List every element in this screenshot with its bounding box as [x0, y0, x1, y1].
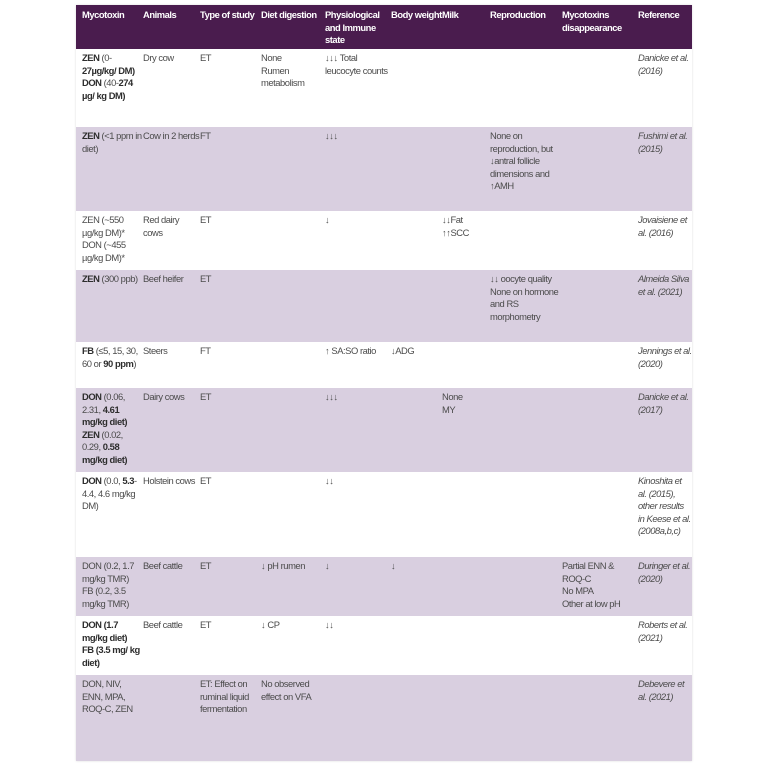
- cell-reproduction: [490, 342, 563, 345]
- cell-milk: [442, 342, 490, 345]
- mycotoxin-text-segment: (300 ppb): [99, 273, 138, 284]
- cell-reference: Debevere et al. (2021): [638, 678, 685, 702]
- header-reproduction: Reproduction: [490, 9, 546, 20]
- header-reference: Reference: [638, 9, 680, 20]
- cell-study-type: FT: [200, 130, 211, 141]
- cell-milk: [442, 557, 490, 560]
- cell-diet-digestion: ↓ pH rumen: [261, 560, 305, 571]
- mycotoxin-text-segment: (0.0,: [101, 475, 123, 486]
- cell-reference: Danicke et al. (2016): [638, 52, 689, 76]
- mycotoxin-text-segment: DON (1.7 mg/kg diet) FB (3.5 mg/ kg diet): [82, 619, 140, 668]
- cell-milk: [442, 675, 490, 678]
- cell-body-weight: [391, 49, 443, 52]
- cell-mycotoxin: [82, 211, 142, 264]
- cell-body-weight: [391, 472, 443, 475]
- header-mycotoxin: Mycotoxin: [82, 9, 125, 20]
- cell-body-weight: [391, 388, 443, 391]
- cell-milk: ↓↓Fat ↑↑SCC: [442, 214, 469, 238]
- table-header-row: [76, 5, 692, 49]
- cell-mycotoxin: [82, 49, 142, 102]
- cell-reference: Roberts et al. (2021): [638, 619, 688, 643]
- mycotoxin-text-segment: DON: [82, 475, 102, 486]
- cell-body-weight: [391, 270, 443, 273]
- cell-immune-state: ↑ SA:SO ratio: [325, 345, 376, 356]
- cell-mycotoxin: [82, 270, 142, 286]
- cell-diet-digestion: [261, 388, 324, 391]
- cell-reproduction: [490, 49, 563, 52]
- mycotoxin-text-segment: 4.61 mg/kg diet): [82, 403, 128, 428]
- header-disappearance: Mycotoxins disappearance: [562, 9, 622, 33]
- cell-mycotoxin: [82, 616, 142, 669]
- cell-mycotoxin: [82, 127, 142, 155]
- table-row: [76, 388, 692, 472]
- table-row: [76, 49, 692, 127]
- cell-study-type: ET: [200, 619, 212, 630]
- cell-animals: Steers: [143, 345, 168, 356]
- cell-body-weight: ↓ADG: [391, 345, 415, 356]
- cell-disappearance: [562, 388, 638, 391]
- cell-study-type: ET: [200, 560, 212, 571]
- cell-study-type: ET: [200, 52, 212, 63]
- table-row: [76, 342, 692, 388]
- cell-study-type: FT: [200, 345, 211, 356]
- cell-diet-digestion: [261, 342, 324, 345]
- cell-disappearance: [562, 472, 638, 475]
- table-row: [76, 211, 692, 270]
- cell-disappearance: [562, 49, 638, 52]
- cell-reproduction: [490, 616, 563, 619]
- cell-animals: [143, 675, 200, 678]
- table-frame: [76, 5, 692, 761]
- cell-reference: Jennings et al. (2020): [638, 345, 692, 369]
- cell-animals: Dairy cows: [143, 391, 185, 402]
- cell-immune-state: ↓: [325, 214, 330, 225]
- cell-study-type: ET: [200, 214, 212, 225]
- cell-milk: None MY: [442, 391, 463, 415]
- mycotoxin-text-segment: 0.58 mg/kg diet): [82, 441, 128, 465]
- cell-immune-state: ↓↓↓: [325, 391, 338, 402]
- mycotoxin-text-segment: ): [133, 357, 137, 369]
- table-row: [76, 472, 692, 557]
- mycotoxin-text-segment: (≤5, 15, 30, 60 or: [82, 345, 138, 369]
- cell-reproduction: None on reproduction, but ↓antral follicle dimensions and ↑AMH: [490, 130, 553, 192]
- cell-reproduction: ↓↓ oocyte quality None on hormone and RS morphometry: [490, 273, 559, 322]
- cell-reproduction: [490, 388, 563, 391]
- mycotoxin-text-segment: 274 µg/ kg DM): [82, 77, 133, 101]
- cell-reference: Fushimi et al. (2015): [638, 130, 688, 154]
- cell-immune-state: ↓↓: [325, 619, 334, 630]
- cell-reference: Jovaisiene et al. (2016): [638, 214, 687, 238]
- cell-mycotoxin: [82, 472, 142, 513]
- mycotoxin-text-segment: -4.4, 4.6 mg/kg DM): [82, 475, 137, 512]
- cell-reproduction: [490, 211, 563, 214]
- cell-mycotoxin: [82, 675, 142, 716]
- mycotoxin-text-segment: DON (0.2, 1.7 mg/kg TMR) FB (0.2, 3.5 mg/kg TMR): [82, 560, 134, 609]
- cell-reproduction: [490, 472, 563, 475]
- mycotoxin-text-segment: ZEN: [82, 52, 100, 63]
- cell-animals: Dry cow: [143, 52, 174, 63]
- cell-milk: [442, 616, 490, 619]
- cell-diet-digestion: No observed effect on VFA: [261, 678, 312, 702]
- mycotoxin-text-segment: ZEN (~550 µg/kg DM)* DON (~455 µg/kg DM)*: [82, 214, 126, 263]
- cell-reference: Duringer et al. (2020): [638, 560, 691, 584]
- cell-mycotoxin: [82, 342, 142, 370]
- cell-study-type: ET: [200, 475, 212, 486]
- cell-milk: [442, 270, 490, 273]
- cell-reproduction: [490, 557, 563, 560]
- cell-diet-digestion: [261, 127, 324, 130]
- mycotoxin-text-segment: (0-: [99, 52, 112, 63]
- cell-immune-state: [325, 675, 391, 678]
- cell-mycotoxin: [82, 388, 142, 467]
- cell-milk: [442, 49, 490, 52]
- cell-animals: Cow in 2 herds: [143, 130, 200, 141]
- header-immune-state: Physiological and Immune state: [325, 9, 380, 46]
- cell-animals: Holstein cows: [143, 475, 195, 486]
- mycotoxin-text-segment: DON, NIV, ENN, MPA, ROQ-C, ZEN: [82, 678, 133, 715]
- cell-study-type: ET: Effect on ruminal liquid fermentation: [200, 678, 249, 715]
- cell-mycotoxin: [82, 557, 142, 610]
- cell-diet-digestion: [261, 270, 324, 273]
- mycotoxin-text-segment: DON: [82, 77, 102, 89]
- header-milk: Milk: [442, 9, 459, 20]
- table-row: [76, 616, 692, 675]
- cell-milk: [442, 127, 490, 130]
- mycotoxin-text-segment: 5.3: [122, 475, 134, 486]
- cell-reference: Kinoshita et al. (2015), other results in Keese et al. (2008a,b,c): [638, 475, 691, 537]
- mycotoxin-text-segment: 27µg/kg/ DM): [82, 64, 135, 76]
- header-animals: Animals: [143, 9, 177, 20]
- cell-animals: Beef cattle: [143, 560, 183, 571]
- cell-reference: Almeida Silva et al. (2021): [638, 273, 689, 297]
- mycotoxin-text-segment: (<1 ppm in diet): [82, 130, 142, 154]
- mycotoxin-text-segment: ZEN: [82, 130, 100, 141]
- cell-animals: Beef heifer: [143, 273, 184, 284]
- cell-disappearance: Partial ENN & ROQ-C No MPA Other at low pH: [562, 560, 621, 609]
- mycotoxin-text-segment: DON: [82, 391, 102, 402]
- cell-body-weight: [391, 127, 443, 130]
- cell-disappearance: [562, 270, 638, 273]
- cell-immune-state: [325, 270, 391, 273]
- cell-immune-state: ↓↓: [325, 475, 334, 486]
- mycotoxin-text-segment: (0.02, 0.29,: [82, 428, 123, 453]
- cell-immune-state: ↓: [325, 560, 330, 571]
- table-row: [76, 557, 692, 616]
- cell-animals: Beef cattle: [143, 619, 183, 630]
- header-study-type: Type of study: [200, 9, 255, 20]
- cell-study-type: ET: [200, 273, 212, 284]
- header-body-weight: Body weight: [391, 9, 442, 20]
- cell-disappearance: [562, 675, 638, 678]
- mycotoxin-text-segment: ZEN: [82, 273, 100, 284]
- mycotoxin-text-segment: (40-: [101, 77, 119, 89]
- cell-body-weight: [391, 675, 443, 678]
- cell-study-type: ET: [200, 391, 212, 402]
- cell-diet-digestion: [261, 211, 324, 214]
- table-row: [76, 127, 692, 211]
- cell-disappearance: [562, 211, 638, 214]
- cell-milk: [442, 472, 490, 475]
- cell-reproduction: [490, 675, 563, 678]
- cell-diet-digestion: [261, 472, 324, 475]
- header-diet-digestion: Diet digestion: [261, 9, 317, 20]
- cell-disappearance: [562, 616, 638, 619]
- cell-disappearance: [562, 342, 638, 345]
- table-row: [76, 270, 692, 342]
- cell-diet-digestion: None Rumen metabolism: [261, 52, 305, 89]
- cell-diet-digestion: ↓ CP: [261, 619, 280, 630]
- cell-immune-state: ↓↓↓: [325, 130, 338, 141]
- cell-body-weight: [391, 616, 443, 619]
- mycotoxin-text-segment: FB: [82, 345, 94, 356]
- cell-immune-state: ↓↓↓ Total leucocyte counts: [325, 52, 388, 76]
- cell-disappearance: [562, 127, 638, 130]
- cell-animals: Red dairy cows: [143, 214, 180, 238]
- mycotoxin-text-segment: ZEN: [82, 428, 100, 440]
- table-row: [76, 675, 692, 761]
- mycotoxin-text-segment: (0.06, 2.31,: [82, 391, 125, 415]
- cell-body-weight: [391, 211, 443, 214]
- mycotoxin-text-segment: 90 ppm: [103, 357, 134, 369]
- cell-body-weight: ↓: [391, 560, 396, 571]
- cell-reference: Danicke et al. (2017): [638, 391, 689, 415]
